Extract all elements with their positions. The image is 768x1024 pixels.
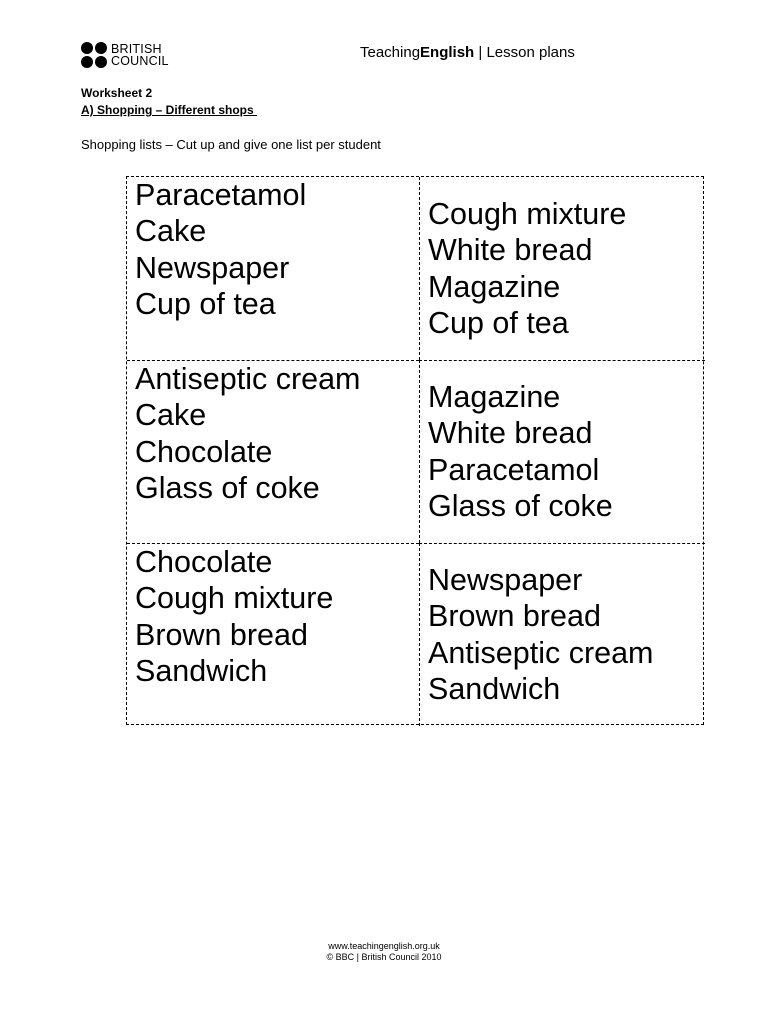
list-item: Paracetamol — [428, 452, 600, 487]
list-item: Magazine — [428, 380, 561, 414]
list-item: Sandwich — [135, 653, 268, 688]
logo-line-1: BRITISH — [111, 41, 162, 56]
brand-bold: English — [420, 44, 475, 61]
instructions: Shopping lists – Cut up and give one list per student — [81, 137, 381, 152]
logo-dots-icon — [81, 42, 107, 68]
list-item: Sandwich — [428, 671, 561, 706]
list-item: Brown bread — [135, 617, 308, 652]
list-item: Chocolate — [135, 434, 273, 469]
list-item: Glass of coke — [135, 470, 320, 505]
list-item: Newspaper — [135, 250, 290, 285]
british-council-logo — [81, 42, 169, 68]
logo-dot — [81, 42, 93, 54]
worksheet-title: Worksheet 2 — [81, 86, 153, 100]
list-item: Cake — [135, 214, 207, 249]
list-item: Cup of tea — [135, 286, 276, 321]
brand-suffix: | Lesson plans — [474, 44, 575, 61]
list-item: Brown bread — [428, 599, 601, 634]
section-title: A) Shopping – Different shops — [81, 103, 257, 117]
header-brand — [360, 44, 575, 61]
brand-regular: Teaching — [360, 44, 421, 61]
shopping-list-card — [127, 360, 419, 543]
logo-line-2: COUNCIL — [111, 54, 169, 68]
list-item: White bread — [428, 416, 593, 451]
list-item: Cup of tea — [428, 305, 569, 340]
list-item: Cough mixture — [428, 197, 627, 231]
list-item: Chocolate — [135, 545, 273, 579]
list-item: Paracetamol — [135, 178, 307, 212]
logo-dot — [95, 56, 107, 68]
shopping-list-card — [127, 543, 419, 726]
footer-url: www.teachingenglish.org.uk — [328, 941, 440, 951]
list-item: Antiseptic cream — [428, 635, 654, 670]
shopping-list-grid — [126, 176, 704, 725]
list-item: Cough mixture — [135, 581, 334, 616]
list-item: White bread — [428, 233, 593, 268]
logo-dot — [95, 42, 107, 54]
shopping-list-card — [419, 543, 705, 726]
footer-copyright: © BBC | British Council 2010 — [326, 952, 442, 962]
list-item: Glass of coke — [428, 488, 613, 523]
shopping-list-card — [419, 360, 705, 543]
logo-dot — [81, 56, 93, 68]
logo-wordmark — [111, 43, 169, 68]
list-item: Newspaper — [428, 563, 583, 597]
page-footer — [0, 941, 768, 963]
list-item: Cake — [135, 398, 207, 433]
shopping-list-card — [127, 177, 419, 360]
shopping-list-card — [419, 177, 705, 360]
list-item: Magazine — [428, 269, 561, 304]
list-item: Antiseptic cream — [135, 362, 361, 396]
